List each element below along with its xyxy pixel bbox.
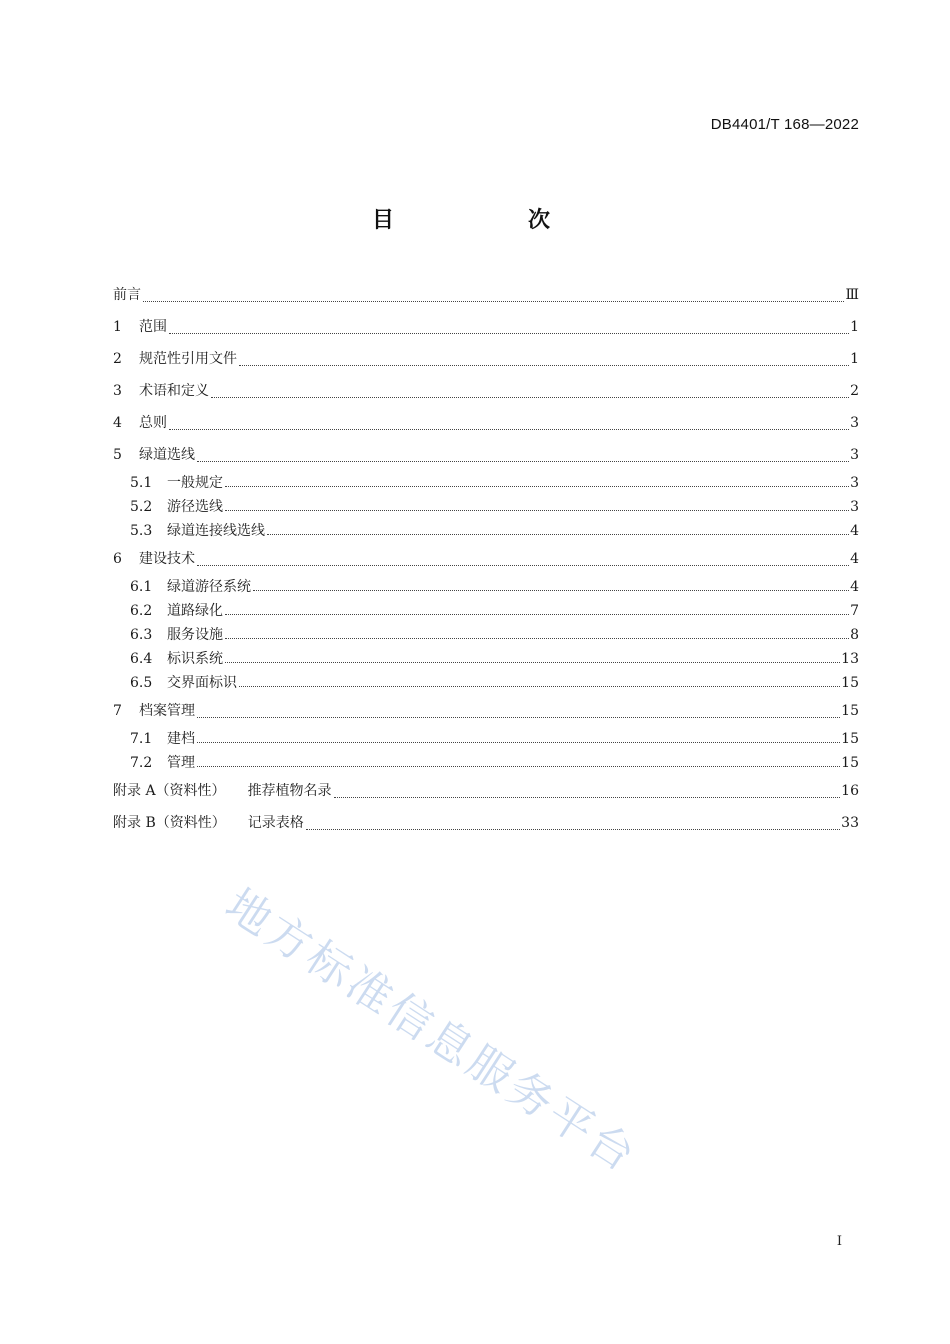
toc-entry-appendix-b[interactable]: [113, 807, 859, 839]
toc-entry-page: 13: [841, 651, 859, 667]
toc-entry-title: 标识系统: [167, 651, 223, 667]
toc-entry-title: 交界面标识: [167, 675, 237, 691]
toc-entry-title: 绿道连接线选线: [167, 523, 265, 539]
toc-entry-6-5[interactable]: [113, 671, 859, 695]
toc-entry-number: 附录 B（资料性）: [113, 815, 226, 831]
dot-leader: [197, 717, 840, 718]
toc-entry-title: 建设技术: [139, 551, 195, 567]
toc-entry-page: 33: [841, 815, 859, 831]
dot-leader: [143, 301, 844, 302]
toc-entry-page: 15: [841, 675, 859, 691]
toc-entry-title: 管理: [167, 755, 195, 771]
toc-entry-number: 6.2: [130, 603, 153, 619]
toc-entry-2[interactable]: [113, 343, 859, 375]
toc-entry-foreword[interactable]: [113, 287, 859, 311]
toc-entry-number: 7.1: [130, 731, 153, 747]
toc-entry-title: 一般规定: [167, 475, 223, 491]
toc-entry-6-2[interactable]: [113, 599, 859, 623]
toc-entry-page: 4: [850, 523, 859, 539]
toc-entry-title: 范围: [139, 319, 167, 335]
dot-leader: [169, 333, 849, 334]
toc-entry-number: 5.1: [130, 475, 153, 491]
document-code: DB4401/T 168—2022: [710, 116, 859, 133]
toc-entry-5-2[interactable]: [113, 495, 859, 519]
dot-leader: [267, 534, 849, 535]
toc-entry-number: 5: [113, 447, 122, 463]
toc-entry-title: 前言: [113, 287, 141, 303]
page-number: I: [836, 1234, 842, 1249]
toc-entry-page: 4: [850, 551, 859, 567]
toc-entry-number: 1: [113, 319, 122, 335]
toc-entry-page: 3: [850, 475, 859, 491]
toc-entry-5[interactable]: [113, 439, 859, 471]
toc-entry-page: 16: [841, 783, 859, 799]
toc-entry-number: 6: [113, 551, 122, 567]
toc-entry-title: 总则: [139, 415, 167, 431]
toc-entry-number: 6.4: [130, 651, 153, 667]
toc-entry-title: 建档: [167, 731, 195, 747]
toc-title: 目 次: [371, 208, 606, 233]
dot-leader: [239, 365, 849, 366]
dot-leader: [169, 429, 849, 430]
toc-entry-number: 7.2: [130, 755, 153, 771]
toc-entry-5-3[interactable]: [113, 519, 859, 543]
toc-entry-number: 5.3: [130, 523, 153, 539]
dot-leader: [197, 461, 849, 462]
toc-entry-number: 2: [113, 351, 122, 367]
toc-entry-appendix-a[interactable]: [113, 775, 859, 807]
toc-entry-number: 5.2: [130, 499, 153, 515]
toc-entry-page: 1: [850, 351, 859, 367]
dot-leader: [225, 486, 849, 487]
toc-entry-page: 1: [850, 319, 859, 335]
toc-entry-6-4[interactable]: [113, 647, 859, 671]
dot-leader: [211, 397, 849, 398]
table-of-contents: [113, 287, 859, 839]
toc-entry-number: 6.3: [130, 627, 153, 643]
dot-leader: [253, 590, 849, 591]
toc-entry-page: 3: [850, 499, 859, 515]
dot-leader: [225, 638, 849, 639]
toc-entry-page: Ⅲ: [845, 287, 859, 303]
toc-entry-page: 15: [841, 731, 859, 747]
toc-entry-7[interactable]: [113, 695, 859, 727]
toc-entry-1[interactable]: [113, 311, 859, 343]
toc-entry-7-1[interactable]: [113, 727, 859, 751]
toc-entry-title: 推荐植物名录: [247, 783, 332, 799]
dot-leader: [197, 565, 849, 566]
toc-entry-title: 规范性引用文件: [139, 351, 237, 367]
toc-entry-number: 3: [113, 383, 122, 399]
toc-entry-title: 档案管理: [139, 703, 195, 719]
toc-entry-title: 绿道选线: [139, 447, 195, 463]
toc-entry-number: 6.5: [130, 675, 153, 691]
dot-leader: [197, 766, 840, 767]
toc-entry-page: 7: [850, 603, 859, 619]
toc-entry-page: 15: [841, 703, 859, 719]
toc-entry-number: 7: [113, 703, 122, 719]
dot-leader: [306, 829, 840, 830]
toc-entry-title: 记录表格: [247, 815, 304, 831]
toc-entry-page: 8: [850, 627, 859, 643]
toc-entry-6[interactable]: [113, 543, 859, 575]
toc-entry-title: 术语和定义: [139, 383, 209, 399]
toc-entry-title: 游径选线: [167, 499, 223, 515]
dot-leader: [197, 742, 840, 743]
toc-entry-page: 15: [841, 755, 859, 771]
toc-entry-5-1[interactable]: [113, 471, 859, 495]
toc-entry-page: 3: [850, 415, 859, 431]
toc-entry-title: 服务设施: [167, 627, 223, 643]
toc-entry-6-3[interactable]: [113, 623, 859, 647]
toc-entry-number: 4: [113, 415, 122, 431]
toc-entry-page: 3: [850, 447, 859, 463]
dot-leader: [334, 797, 841, 798]
toc-entry-7-2[interactable]: [113, 751, 859, 775]
dot-leader: [225, 614, 849, 615]
dot-leader: [225, 662, 840, 663]
toc-entry-number: 6.1: [130, 579, 153, 595]
toc-entry-page: 2: [850, 383, 859, 399]
toc-entry-title: 道路绿化: [167, 603, 223, 619]
dot-leader: [225, 510, 849, 511]
toc-entry-number: 附录 A（资料性）: [113, 783, 226, 799]
toc-entry-title: 绿道游径系统: [167, 579, 251, 595]
toc-entry-6-1[interactable]: [113, 575, 859, 599]
toc-entry-3[interactable]: [113, 375, 859, 407]
toc-entry-page: 4: [850, 579, 859, 595]
watermark: 地方标准信息服务平台: [216, 879, 647, 1184]
toc-entry-4[interactable]: [113, 407, 859, 439]
dot-leader: [239, 686, 840, 687]
